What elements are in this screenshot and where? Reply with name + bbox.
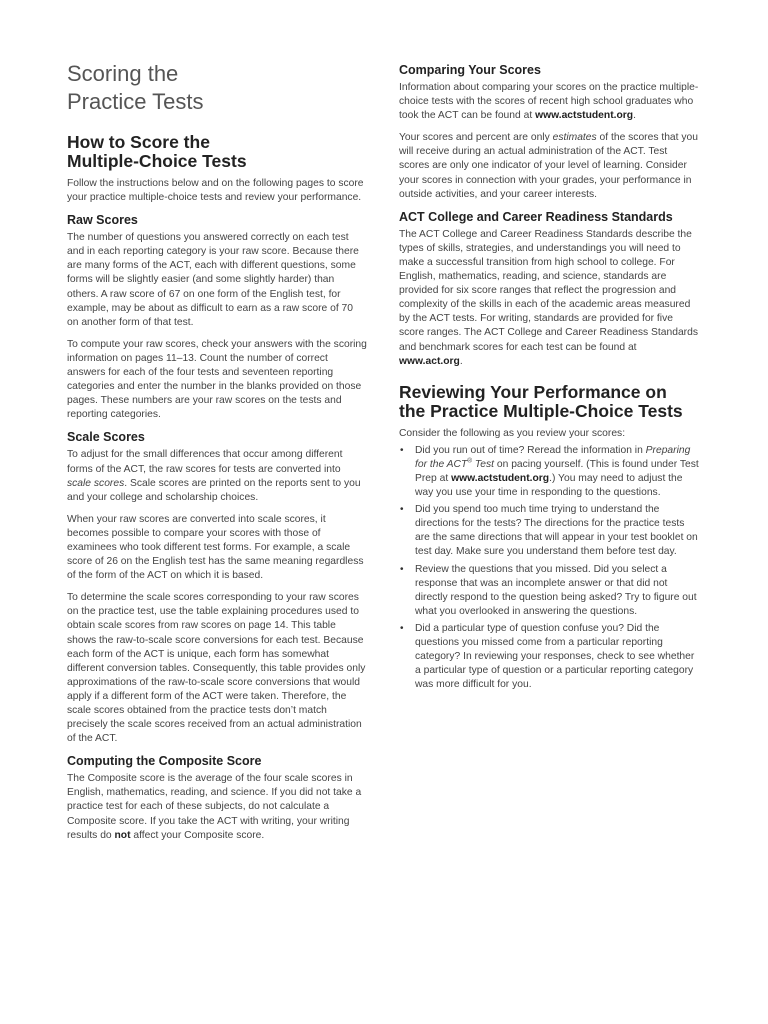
left-column [67, 60, 367, 851]
scale-scores-paragraph-2: When your raw scores are converted into scale scores, it becomes possible to compare your scores with those of examinees who took different test forms. For example, a scale score of 26 on the English test has the same meaning regardless of the form of the ACT on which it is based. [67, 513, 364, 582]
bullet-icon: • [400, 504, 404, 516]
bullet-icon: • [400, 444, 404, 456]
comparing-scores-paragraph-2: Your scores and percent are only estimates of the scores that you will receive during an actual administration of the ACT. Test scores are only one indicator of your level of learning. Consider your scores in connection with your grades, your performance in outside activities, and your career interests. [399, 132, 698, 200]
list-item: • Did a particular type of question confuse you? Did the questions you missed come from a particular reporting category? In reviewing your responses, check to see whether a particular type of question or a particular reporting category was more difficult for you. [400, 622, 695, 691]
scale-scores-paragraph-1: To adjust for the small differences that occur among different forms of the ACT, the raw scores for tests are converted into scale scores. Scale scores are printed on the reports sent to you and your college and scholarship choices. [67, 449, 361, 503]
right-column [399, 60, 699, 695]
intro-paragraph: Follow the instructions below and on the following pages to score your practice multiple-choice tests and review your performance. [67, 178, 364, 204]
comparing-scores-heading: Comparing Your Scores [399, 63, 541, 77]
list-item: • Did you run out of time? Reread the information in Preparing for the ACT® Test on pacing yourself. (This is found under Test Prep at www.actstudent.org.) You may need to adjust the way you use your time in responding to the questions. [400, 444, 699, 499]
list-item: • Did you spend too much time trying to understand the directions for the tests? The directions for the practice tests are the same directions that will appear in your test booklet on test day. Make sure you understand them before test day. [400, 504, 698, 558]
reviewing-intro: Consider the following as you review your scores: [399, 427, 626, 439]
review-checklist [399, 444, 699, 693]
list-item: • Review the questions that you missed. Did you select a response that was an incomplete answer or that did not directly respond to the question being asked? Try to figure out what you overlooked in answering the questions. [400, 563, 697, 617]
comparing-scores-paragraph-1: Information about comparing your scores on the practice multiple-choice tests with the scores of recent high school graduates who took the ACT can be found at www.actstudent.org. [399, 82, 699, 122]
scale-scores-heading: Scale Scores [67, 430, 145, 445]
raw-scores-paragraph-2: To compute your raw scores, check your answers with the scoring information on pages 11–13. Count the number of correct answers for each of the four tests and seventeen reporting categories and enter the number in the blanks provided on those pages. These numbers are your raw scores on the tests and reporting categories. [67, 338, 367, 421]
scale-scores-paragraph-3: To determine the scale scores corresponding to your raw scores on the practice test, use the table explaining procedures used to obtain scale scores from raw scores on page 14. This table shows the raw-to-scale score conversions for each test. Because each form of the ACT is unique, each form has somewhat different conversion tables. Consequently, this table provides only approximations of the raw-to-scale score conversions that would apply if a different form of the ACT were taken. Therefore, the scale scores obtained from the practice tests don’t match precisely the scale scores received from an actual administration of the ACT. [67, 592, 366, 745]
how-to-score-heading: How to Score the Multiple-Choice Tests [67, 132, 247, 171]
actstudent-link-2[interactable]: www.actstudent.org [451, 472, 550, 484]
readiness-standards-heading: ACT College and Career Readiness Standards [399, 209, 673, 224]
bullet-icon: • [400, 563, 404, 575]
actstudent-link[interactable]: www.actstudent.org [535, 110, 634, 122]
readiness-standards-paragraph: The ACT College and Career Readiness Standards describe the types of skills, strategies, and understandings you will need to make a successful transition from high school to college. For English, mathematics, reading, and science, standards are provided for six score ranges that reflect the progression and complexity of the skills in each of the academic areas measured by the ACT tests. For writing, standards are provided for five score ranges. The ACT College and Career Readiness Standards and benchmark scores for each test can be found at www.act.org. [399, 228, 698, 367]
raw-scores-heading: Raw Scores [67, 213, 138, 228]
composite-score-paragraph: The Composite score is the average of the four scale scores in English, mathematics, reading, and science. If you did not take a practice test for each of these subjects, do not calculate a Composite score. If you take the ACT with writing, your writing results do not affect your Composite score. [67, 773, 362, 841]
raw-scores-paragraph-1: The number of questions you answered correctly on each test and in each reporting category is your raw score. Because there are many forms of the ACT, each with different questions, some forms will be slightly easier (and some slightly harder) than others. A raw score of 67 on one form of the English test, for example, may be about as difficult to earn as a raw score of 70 on another form of that test. [67, 232, 359, 328]
reviewing-performance-heading: Reviewing Your Performance on the Practice Multiple-Choice Tests [399, 381, 683, 421]
page-title: Scoring the Practice Tests [67, 61, 204, 114]
bullet-icon: • [400, 622, 404, 634]
act-org-link[interactable]: www.act.org [399, 355, 460, 367]
composite-score-heading: Computing the Composite Score [67, 754, 262, 769]
